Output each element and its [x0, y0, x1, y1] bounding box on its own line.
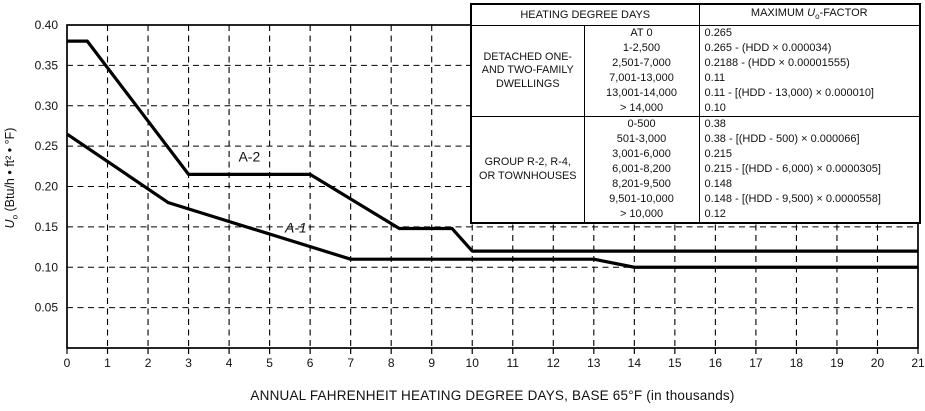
- x-tick-label: 10: [465, 356, 479, 370]
- hdd-range-value: 9,501-10,000: [609, 193, 674, 206]
- max-u-factor-value: 0.265: [704, 27, 733, 40]
- x-tick-label: 19: [830, 356, 844, 370]
- x-tick-label: 1: [104, 356, 111, 370]
- max-u-factor-value: 0.38: [704, 118, 726, 131]
- table-header-row: [471, 4, 920, 26]
- x-tick-label: 21: [911, 356, 925, 370]
- hdd-range-value: > 10,000: [619, 208, 664, 221]
- x-tick-label: 12: [546, 356, 560, 370]
- max-u-factor-value: 0.11: [704, 72, 726, 85]
- x-axis-title: ANNUAL FAHRENHEIT HEATING DEGREE DAYS, BASE 65°F (in thousands): [250, 388, 735, 403]
- hdd-range-cell: [584, 117, 699, 224]
- x-tick-label: 7: [347, 356, 355, 370]
- x-tick-label: 17: [749, 356, 763, 370]
- x-tick-label: 15: [668, 356, 682, 370]
- hdd-range-value: > 14,000: [619, 102, 664, 115]
- building-type-line: DWELLINGS: [495, 77, 560, 90]
- y-tick-label: 0.15: [34, 219, 58, 234]
- hdd-range-value: 8,201-9,500: [612, 178, 671, 191]
- y-tick-label: 0.35: [34, 58, 58, 73]
- x-tick-label: 13: [587, 356, 601, 370]
- y-tick-label: 0.25: [34, 139, 58, 154]
- table-group-row-1: [471, 26, 920, 117]
- building-type-line: OR TOWNHOUSES: [479, 169, 577, 182]
- x-tick-label: 5: [266, 356, 273, 370]
- hdd-range-value: 6,001-8,200: [612, 163, 671, 176]
- series-label-a-1: A-1: [285, 219, 307, 236]
- hdd-range-value: 3,001-6,000: [612, 148, 671, 161]
- y-tick-label: 0.40: [34, 18, 58, 32]
- y-tick-label: 0.30: [34, 98, 58, 113]
- y-axis-units: (Btu/h • ft² • °F): [3, 127, 17, 215]
- x-tick-label: 9: [428, 356, 436, 370]
- hdd-range-value: AT 0: [630, 27, 653, 40]
- max-u-factor-value: 0.38 - [(HDD - 500) × 0.000066]: [704, 133, 860, 146]
- building-type-line: AND TWO-FAMILY: [481, 64, 574, 77]
- max-u-factor-cell: [699, 117, 920, 224]
- x-tick-label: 20: [870, 356, 885, 370]
- hdd-range-cell: [584, 26, 699, 117]
- u-symbol: U: [3, 219, 17, 229]
- x-tick-label: 0: [63, 356, 71, 370]
- hdd-range-value: 1-2,500: [622, 42, 661, 55]
- building-type-cell: [471, 26, 584, 117]
- x-tick-label: 11: [506, 356, 519, 370]
- max-u-factor-value: 0.148 - [(HDD - 9,500) × 0.0000558]: [704, 193, 881, 206]
- header-factor-suffix: -FACTOR: [819, 7, 868, 19]
- u-subscript: o: [10, 214, 20, 220]
- max-u-factor-value: 0.215 - [(HDD - 6,000) × 0.0000305]: [704, 163, 881, 176]
- max-u-factor-value: 0.12: [704, 208, 726, 221]
- header-factor-u-subscript: o: [815, 12, 820, 22]
- max-u-factor-value: 0.2188 - (HDD × 0.00001555): [704, 57, 850, 70]
- hdd-range-value: 13,001-14,000: [606, 87, 677, 100]
- max-u-factor-cell: [699, 26, 920, 117]
- max-u-factor-value: 0.215: [704, 148, 733, 161]
- hdd-range-value: 0-500: [627, 118, 656, 131]
- u-factor-requirements-table: [470, 3, 921, 224]
- x-tick-label: 6: [306, 356, 314, 370]
- max-u-factor-value: 0.148: [704, 178, 733, 191]
- x-tick-label: 2: [144, 356, 152, 370]
- y-tick-label: 0.05: [34, 300, 58, 315]
- hdd-range-value: 501-3,000: [616, 133, 667, 146]
- x-tick-label: 3: [185, 356, 192, 370]
- series-label-a-2: A-2: [238, 148, 261, 165]
- building-type-cell: [471, 117, 584, 224]
- header-factor-u-symbol: U: [807, 7, 816, 19]
- y-tick-label: 0.20: [34, 179, 58, 194]
- building-type-line: DETACHED ONE-: [483, 50, 573, 63]
- x-tick-label: 16: [708, 356, 723, 370]
- max-u-factor-value: 0.265 - (HDD × 0.000034): [704, 42, 832, 55]
- building-type-line: GROUP R-2, R-4,: [484, 156, 571, 169]
- x-tick-label: 8: [387, 356, 395, 370]
- header-factor-prefix: MAXIMUM: [750, 7, 808, 19]
- y-axis-title: [3, 22, 21, 334]
- table-group-row-2: [471, 117, 920, 224]
- max-u-factor-value: 0.11 - [(HDD - 13,000) × 0.000010]: [704, 87, 874, 100]
- y-tick-label: 0.10: [34, 260, 58, 275]
- hdd-range-value: 7,001-13,000: [609, 72, 674, 85]
- table-header-heating-degree-days: HEATING DEGREE DAYS: [471, 4, 699, 26]
- table-header-maximum-u-factor: [699, 4, 920, 26]
- max-u-factor-value: 0.10: [704, 102, 726, 115]
- hdd-range-value: 2,501-7,000: [612, 57, 671, 70]
- x-tick-label: 4: [225, 356, 233, 370]
- x-tick-label: 14: [627, 356, 642, 370]
- x-tick-label: 18: [789, 356, 804, 370]
